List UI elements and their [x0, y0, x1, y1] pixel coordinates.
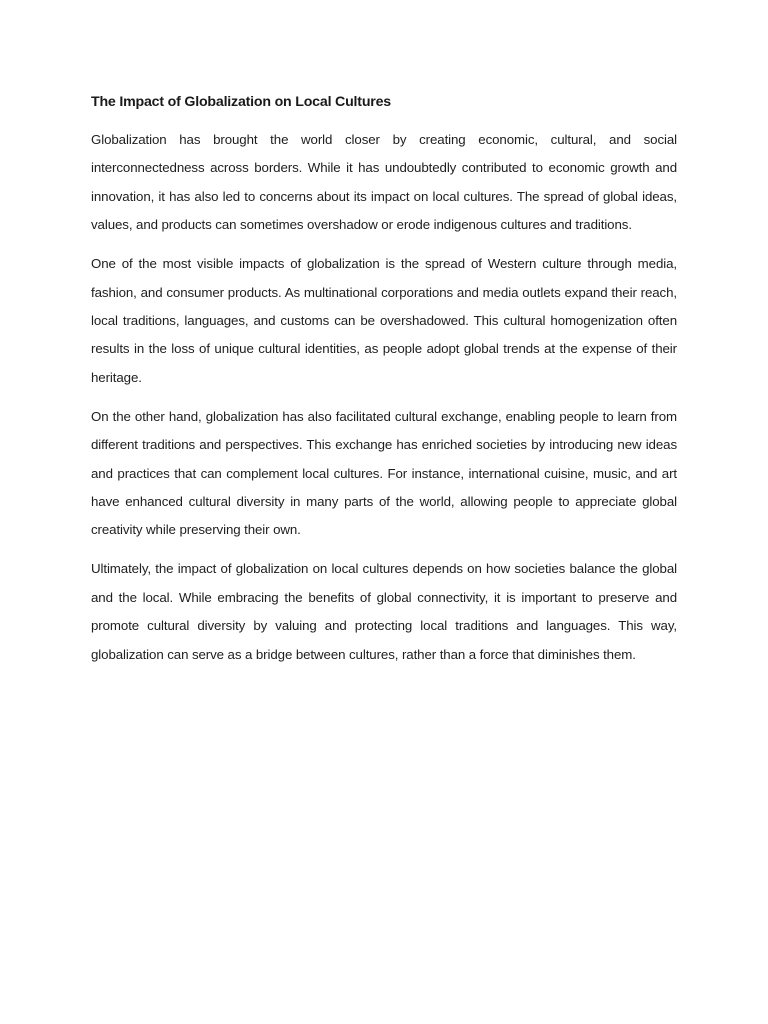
document-title: The Impact of Globalization on Local Cultures: [91, 94, 391, 110]
body-paragraph-2: One of the most visible impacts of globalization is the spread of Western culture through media, fashion, and consumer products. As multinational corporations and media outlets expand their reach, local traditions, languages, and customs can be overshadowed. This cultural homogenization often results in the loss of unique cultural identities, as people adopt global trends at the expense of their heritage.: [91, 256, 677, 385]
body-paragraph-3: On the other hand, globalization has also facilitated cultural exchange, enabling people to learn from different traditions and perspectives. This exchange has enriched societies by introducing new ideas and practices that can complement local cultures. For instance, international cuisine, music, and art have enhanced cultural diversity in many parts of the world, allowing people to appreciate global creativity while preserving their own.: [91, 408, 677, 538]
body-paragraph-4: Ultimately, the impact of globalization on local cultures depends on how societies balance the global and the local. While embracing the benefits of global connectivity, it is important to preserve and promote cultural diversity by valuing and protecting local traditions and languages. This way, globalization can serve as a bridge between cultures, rather than a force that diminishes them.: [91, 561, 677, 662]
body-paragraph-1: Globalization has brought the world closer by creating economic, cultural, and social interconnectedness across borders. While it has undoubtedly contributed to economic growth and innovation, it has also led to concerns about its impact on local cultures. The spread of global ideas, values, and products can sometimes overshadow or erode indigenous cultures and traditions.: [91, 132, 677, 233]
